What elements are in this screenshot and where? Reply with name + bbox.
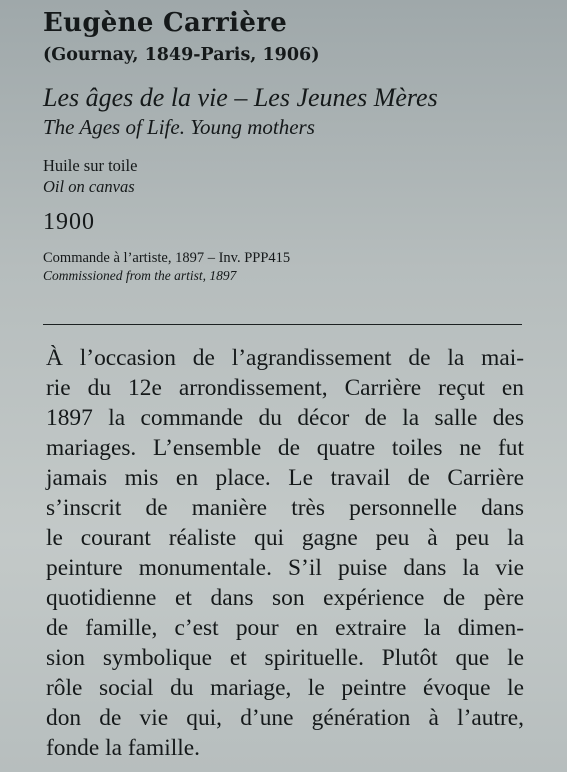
description-line: À l’occasion de l’agrandissement de la mai- [46, 345, 524, 371]
description-text [46, 343, 524, 763]
description-line: fonde la famille. [46, 735, 200, 761]
artist-dates: (Gournay, 1849-Paris, 1906) [43, 45, 320, 65]
description-line: sion symbolique et spirituelle. Plutôt que le [46, 645, 524, 671]
description-line: s’inscrit de manière très personnelle dans [46, 495, 524, 521]
artwork-title-english: The Ages of Life. Young mothers [43, 115, 315, 139]
description-line: rôle social du mariage, le peintre évoque le [46, 675, 524, 701]
artwork-year: 1900 [43, 209, 95, 235]
description-line: mariages. L’ensemble de quatre toiles ne fut [46, 435, 524, 461]
description-line: quotidienne et dans son expérience de père [46, 585, 524, 611]
artwork-title-french: Les âges de la vie – Les Jeunes Mères [43, 83, 438, 112]
museum-label [43, 8, 533, 284]
medium-french: Huile sur toile [43, 156, 138, 175]
divider-line [43, 324, 522, 325]
description-line: le courant réaliste qui gagne peu à peu la [46, 525, 524, 551]
commission-french: Commande à l’artiste, 1897 – Inv. PPP415 [43, 250, 291, 266]
description-line: rie du 12e arrondissement, Carrière reçut en [46, 375, 524, 401]
description-line: jamais mis en place. Le travail de Carrière [46, 465, 524, 491]
description-line: don de vie qui, d’une génération à l’autre, [46, 705, 524, 731]
medium-english: Oil on canvas [43, 177, 135, 196]
description-line: de famille, c’est pour en extraire la dimen- [46, 615, 524, 641]
description-line: 1897 la commande du décor de la salle des [46, 405, 524, 431]
commission-english: Commissioned from the artist, 1897 [43, 268, 237, 283]
artist-name: Eugène Carrière [43, 8, 288, 38]
description-line: peinture monumentale. S’il puise dans la vie [46, 555, 524, 581]
